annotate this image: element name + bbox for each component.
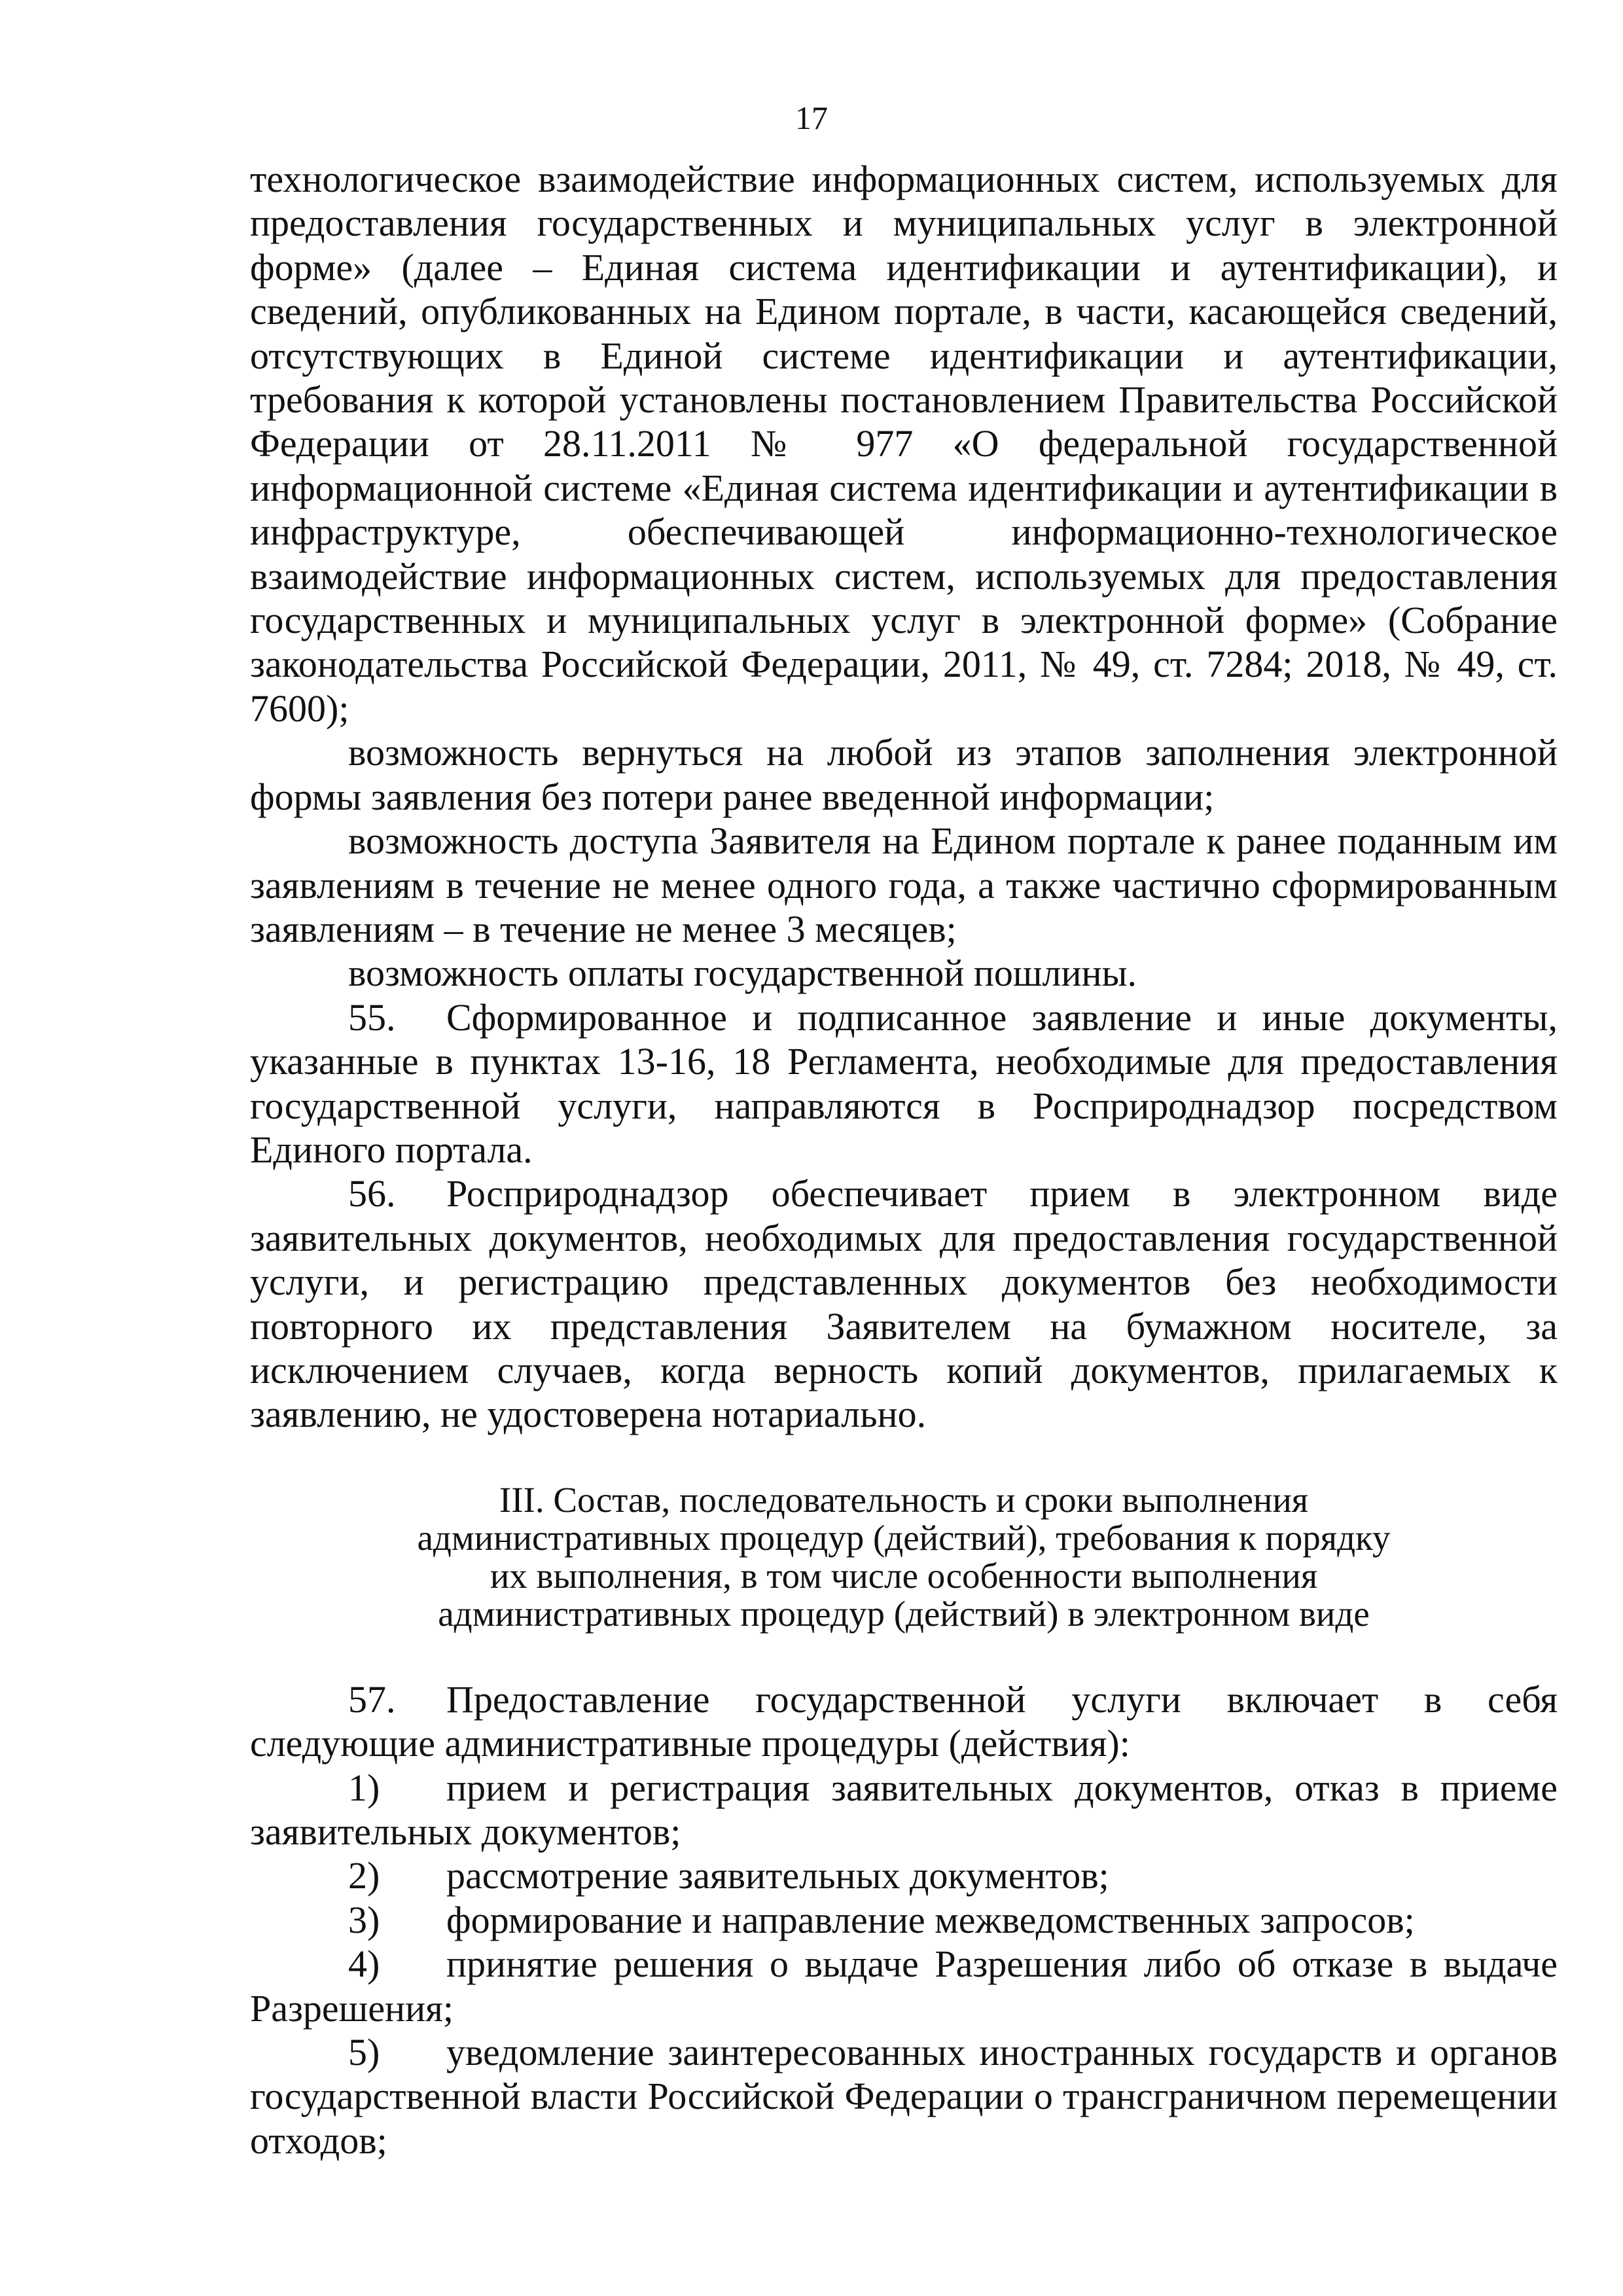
paragraph-56-number: 56.	[348, 1172, 396, 1215]
procedure-item-number: 1)	[348, 1766, 380, 1809]
list-item-payment: возможность оплаты государственной пошлины.	[348, 952, 1137, 995]
paragraph-55-number: 55.	[348, 996, 396, 1039]
paragraph-55	[250, 996, 1558, 1172]
paragraph-57	[250, 1677, 1558, 1766]
list-item-return: возможность вернуться на любой из этапов заполнения электронной формы заявления без потери ранее введенной информации;	[250, 731, 1558, 818]
procedure-item-text: уведомление заинтересованных иностранных государств и органов государственной власти Российской Федерации о трансграничном перемещении отходов;	[250, 2031, 1558, 2162]
list-item-access: возможность доступа Заявителя на Едином портале к ранее поданным им заявлениям в течение не менее одного года, а также частично сформированным заявлениям – в течение не менее 3 месяцев;	[250, 819, 1558, 950]
procedure-item-5	[250, 2030, 1558, 2162]
procedure-item-4	[250, 1942, 1558, 2030]
procedure-item-text: прием и регистрация заявительных документов, отказ в приеме заявительных документов;	[250, 1766, 1558, 1853]
section-heading-line: III. Состав, последовательность и сроки выполнения	[499, 1479, 1309, 1520]
section-heading-line: административных процедур (действий) в электронном виде	[438, 1593, 1370, 1634]
paragraph-continuation: технологическое взаимодействие информационных систем, используемых для предоставления государственных и муниципальных услуг в электронной форме» (далее – Единая система идентификации и аутентификации), и сведений, опубликованных на Едином портале, в части, касающейся сведений, отсутствующих в Единой системе идентификации и аутентификации, требования к которой установлены постановлением Правительства Российской Федерации от 28.11.2011 № 977 «О федеральной государственной информационной системе «Единая система идентификации и аутентификации в инфраструктуре, обеспечивающей информационно-технологическое взаимодействие информационных систем, используемых для предоставления государственных и муниципальных услуг в электронной форме» (Собрание законодательства Российской Федерации, 2011, № 49, ст. 7284; 2018, № 49, ст. 7600);	[250, 158, 1558, 730]
page-number: 17	[795, 99, 828, 136]
procedure-item-number: 3)	[348, 1898, 380, 1941]
procedure-item-text: формирование и направление межведомственных запросов;	[446, 1898, 1415, 1941]
procedure-item-2	[250, 1854, 1558, 1897]
paragraph-57-number: 57.	[348, 1677, 396, 1721]
section-heading-line: их выполнения, в том числе особенности выполнения	[490, 1555, 1318, 1596]
procedure-item-number: 4)	[348, 1943, 380, 1986]
paragraph-57-text: Предоставление государственной услуги включает в себя следующие административные процедуры (действия):	[250, 1677, 1558, 1765]
procedure-item-text: принятие решения о выдаче Разрешения либо об отказе в выдаче Разрешения;	[250, 1943, 1558, 2030]
section-heading	[250, 1481, 1558, 1633]
procedure-item-number: 5)	[348, 2031, 380, 2074]
section-heading-line: административных процедур (действий), требования к порядку	[417, 1517, 1391, 1558]
procedure-item-1	[250, 1766, 1558, 1854]
procedure-item-3	[250, 1898, 1558, 1942]
paragraph-56-text: Росприроднадзор обеспечивает прием в электронном виде заявительных документов, необходимых для предоставления государственной услуги, и регистрацию представленных документов без необходимости повторного их представления Заявителем на бумажном носителе, за исключением случаев, когда верность копий документов, прилагаемых к заявлению, не удостоверена нотариально.	[250, 1172, 1558, 1436]
document-body	[250, 157, 1558, 2162]
paragraph-55-text: Сформированное и подписанное заявление и иные документы, указанные в пунктах 13-16, 18 Регламента, необходимые для предоставления государственной услуги, направляются в Росприроднадзор посредством Единого портала.	[250, 996, 1558, 1171]
paragraph-56	[250, 1172, 1558, 1436]
procedure-item-text: рассмотрение заявительных документов;	[446, 1854, 1109, 1897]
procedure-item-number: 2)	[348, 1854, 380, 1897]
